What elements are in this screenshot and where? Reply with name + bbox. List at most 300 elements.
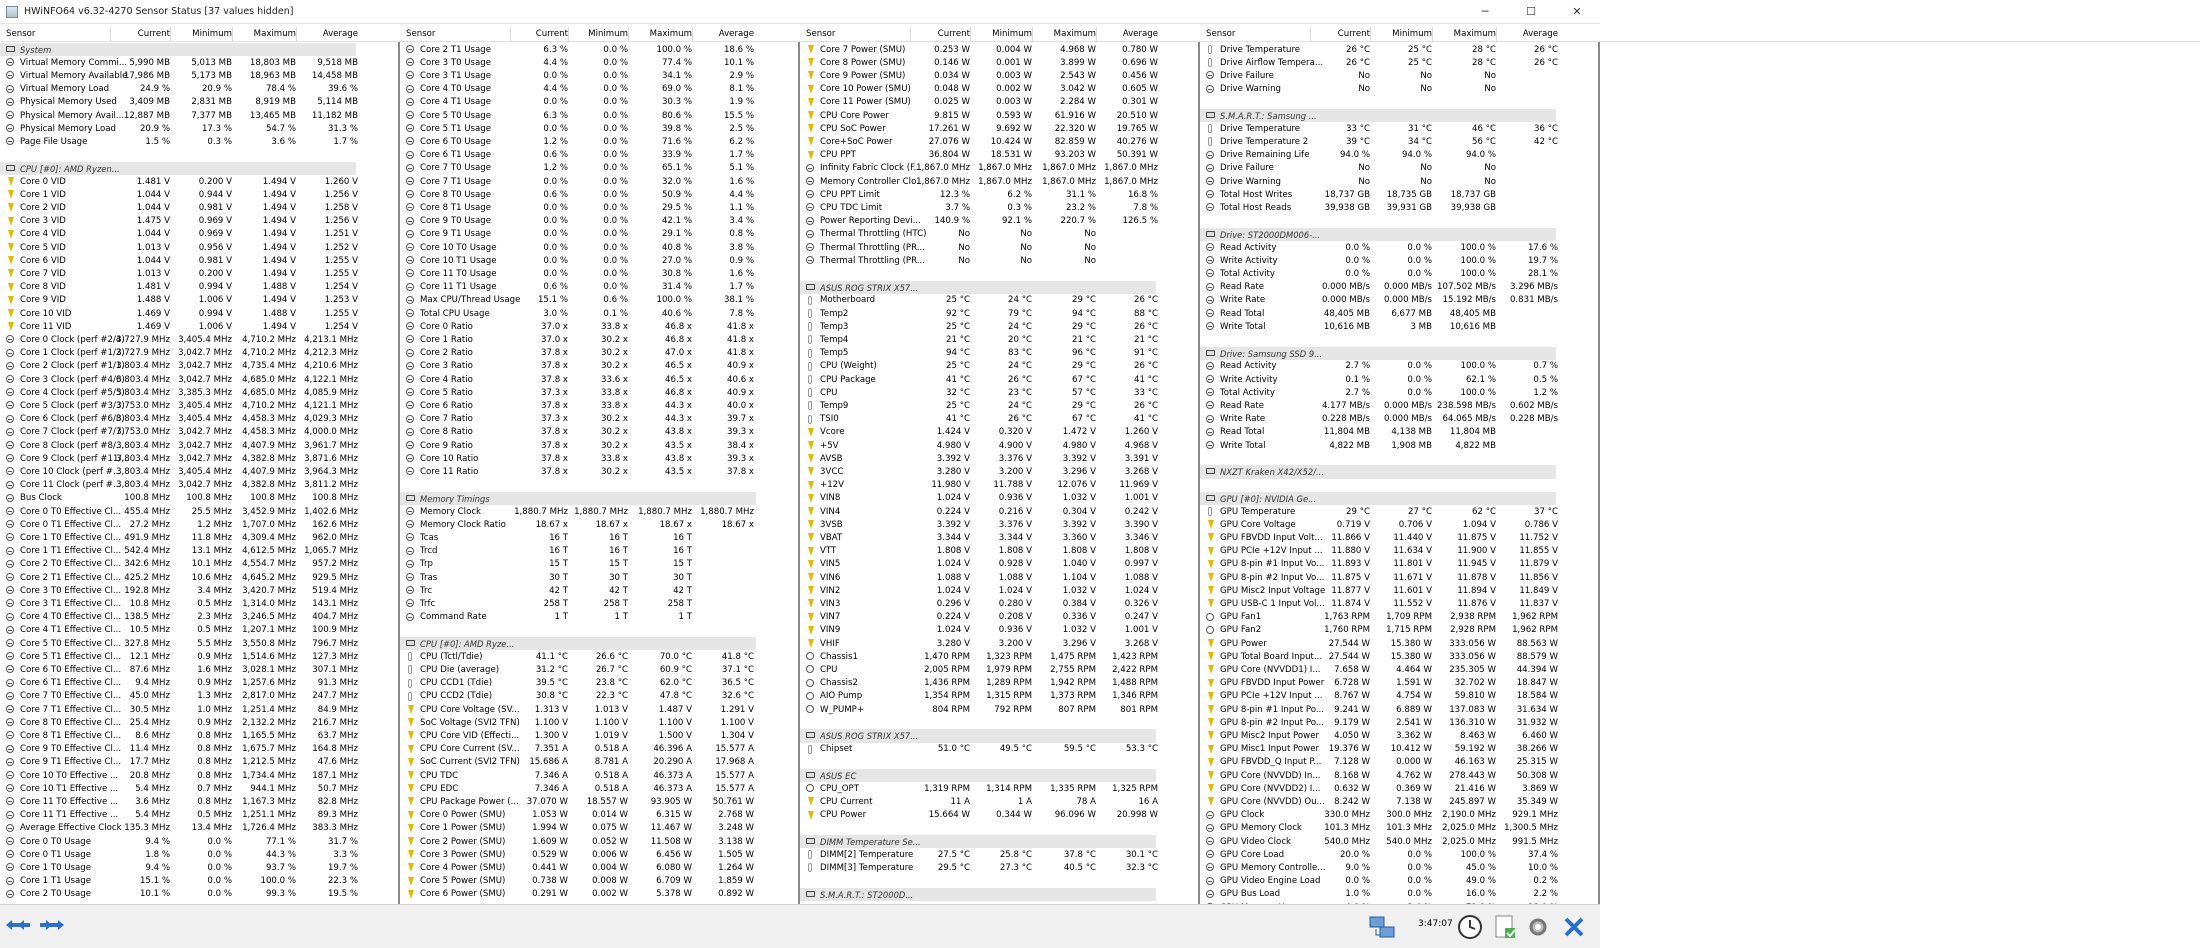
sensor-group-header[interactable] xyxy=(800,281,1156,294)
close-button[interactable]: ✕ xyxy=(1572,5,1582,18)
sensor-group-header[interactable] xyxy=(1200,492,1556,505)
sensor-row[interactable] xyxy=(1200,782,2200,795)
sensor-icon xyxy=(406,137,414,145)
average-value: 100.8 MHz xyxy=(312,493,358,504)
average-value: 40.9 x xyxy=(727,387,754,398)
sensor-row[interactable] xyxy=(1200,703,2200,716)
maximum-value: 44.3 % xyxy=(265,849,296,860)
minimize-button[interactable]: ─ xyxy=(1481,5,1489,18)
column-header-current[interactable]: Current xyxy=(937,29,970,39)
current-value: 7.346 A xyxy=(534,770,568,781)
minimum-value: 0.0 % xyxy=(603,255,628,266)
minimum-value: 3.376 V xyxy=(998,519,1032,530)
network-icon[interactable] xyxy=(1368,913,1396,941)
sensor-group-header[interactable] xyxy=(1200,347,1556,360)
sensor-panel-4[interactable] xyxy=(1200,26,1600,904)
voltage-icon xyxy=(808,441,814,450)
sensor-row[interactable] xyxy=(1200,663,2200,676)
column-header-maximum[interactable]: Maximum xyxy=(253,29,296,39)
hardware-icon xyxy=(1206,495,1215,501)
sensor-name: SoC Current (SVI2 TFN) xyxy=(420,757,520,768)
average-value: 40.9 x xyxy=(727,361,754,372)
group-name: ASUS ROG STRIX X57... xyxy=(820,731,919,742)
column-header-sensor[interactable]: Sensor xyxy=(6,29,36,39)
column-header-maximum[interactable]: Maximum xyxy=(1453,29,1496,39)
sensor-name: GPU Fan1 xyxy=(1220,612,1262,623)
column-header-maximum[interactable]: Maximum xyxy=(1053,29,1096,39)
minimum-value: 0.0 % xyxy=(603,163,628,174)
average-value: 2,422 RPM xyxy=(1112,664,1158,675)
sensor-row[interactable] xyxy=(1200,426,2200,439)
maximum-value: 11.945 V xyxy=(1457,559,1496,570)
sensor-icon xyxy=(6,599,14,607)
maximum-value: 1.808 V xyxy=(1062,546,1096,557)
sensor-row[interactable] xyxy=(1200,875,2200,888)
sensor-row[interactable] xyxy=(1200,795,2200,808)
sensor-icon xyxy=(6,335,14,343)
maximum-value: 60.9 °C xyxy=(659,664,692,675)
current-value: 3.280 V xyxy=(936,638,970,649)
current-value: 0.719 V xyxy=(1336,519,1370,530)
current-value: 10,616 MB xyxy=(1323,321,1370,332)
maximum-value: 29 °C xyxy=(1072,361,1096,372)
sensor-name: Core 6 Ratio xyxy=(420,400,473,411)
sensor-name: Write Activity xyxy=(1220,255,1278,266)
sensor-icon xyxy=(6,679,14,687)
maximum-value: 56 °C xyxy=(1472,136,1496,147)
average-value: 31.3 % xyxy=(327,123,358,134)
maximum-value: 67 °C xyxy=(1072,414,1096,425)
sensor-row[interactable] xyxy=(1200,413,2200,426)
clock-icon[interactable] xyxy=(1456,913,1484,941)
average-value: 11.856 V xyxy=(1519,572,1558,583)
sensor-row[interactable] xyxy=(1200,531,2200,544)
column-header[interactable] xyxy=(1200,26,2200,42)
average-value: 37.4 % xyxy=(1527,849,1558,860)
average-value: 63.7 MHz xyxy=(317,730,358,741)
average-value: 50.7 MHz xyxy=(317,783,358,794)
minimum-value: 1.013 V xyxy=(594,704,628,715)
column-header-maximum[interactable]: Maximum xyxy=(649,29,692,39)
sensor-name: CPU PPT xyxy=(820,150,856,161)
column-header-current[interactable]: Current xyxy=(535,29,568,39)
sensor-name: Core 6 T0 Effective Cl... xyxy=(20,664,122,675)
voltage-icon xyxy=(808,547,814,556)
sensor-group-header[interactable] xyxy=(800,835,1156,848)
sensor-name: Temp4 xyxy=(820,334,849,345)
average-value xyxy=(1498,71,1558,82)
sensor-row[interactable] xyxy=(1200,399,2200,412)
sensor-icon xyxy=(6,401,14,409)
current-value: 26 °C xyxy=(1346,44,1370,55)
minimum-value: 3,042.7 MHz xyxy=(178,361,232,372)
sensor-name: AIO Pump xyxy=(820,691,863,702)
sensor-row[interactable] xyxy=(1200,201,2200,214)
current-value: 30.8 °C xyxy=(535,691,568,702)
average-value: 1.808 V xyxy=(1124,546,1158,557)
maximize-button[interactable]: ☐ xyxy=(1526,5,1536,18)
maximum-value: 1.494 V xyxy=(262,268,296,279)
average-value: 1.7 % xyxy=(729,150,754,161)
sensor-row[interactable] xyxy=(1200,756,2200,769)
maximum-value: 43.5 x xyxy=(665,466,692,477)
column-header-current[interactable]: Current xyxy=(1337,29,1370,39)
sensor-row[interactable] xyxy=(1200,848,2200,861)
voltage-icon xyxy=(8,190,14,199)
sensor-row[interactable] xyxy=(1200,677,2200,690)
maximum-value: 27.0 % xyxy=(661,255,692,266)
status-icon xyxy=(1206,85,1214,93)
average-value: 1.291 V xyxy=(720,704,754,715)
sensor-group-header[interactable] xyxy=(400,492,756,505)
sensor-row[interactable] xyxy=(1200,43,2200,56)
minimum-value: 0.004 W xyxy=(996,44,1032,55)
maximum-value: No xyxy=(1484,70,1496,81)
maximum-value: 3.392 V xyxy=(1062,519,1096,530)
sensor-row[interactable] xyxy=(1200,769,2200,782)
current-value: 0.224 V xyxy=(936,612,970,623)
sensor-name: VIN3 xyxy=(820,598,841,609)
sensor-icon xyxy=(1206,375,1214,383)
sensor-row[interactable] xyxy=(1200,505,2200,518)
maximum-value: 4.968 W xyxy=(1060,44,1096,55)
average-value: 383.3 MHz xyxy=(312,823,358,834)
minimum-value: No xyxy=(1420,70,1432,81)
average-value: 3.138 W xyxy=(718,836,754,847)
sensor-row[interactable] xyxy=(1200,611,2200,624)
sensor-icon xyxy=(1206,256,1214,264)
sensor-row[interactable] xyxy=(1200,386,2200,399)
sensor-row[interactable] xyxy=(1200,122,2200,135)
sensor-row[interactable] xyxy=(1200,439,2200,452)
sensor-row[interactable] xyxy=(1200,83,2200,96)
sensor-name: Core 8 Power (SMU) xyxy=(820,57,906,68)
sensor-row[interactable] xyxy=(1200,135,2200,148)
sensor-row[interactable] xyxy=(1200,56,2200,69)
sensor-name: Bus Clock xyxy=(20,493,62,504)
sensor-group-header[interactable] xyxy=(1200,109,1556,122)
sensor-icon xyxy=(406,230,414,238)
average-value: 1.088 V xyxy=(1124,572,1158,583)
current-value: 330.0 MHz xyxy=(1324,810,1370,821)
current-value: 39.5 °C xyxy=(535,678,568,689)
average-value: 519.4 MHz xyxy=(312,585,358,596)
sensor-row[interactable] xyxy=(1200,650,2200,663)
sensor-name: Core 9 T1 Effective Cl... xyxy=(20,757,122,768)
sensor-icon xyxy=(406,428,414,436)
column-header-sensor[interactable]: Sensor xyxy=(1206,29,1236,39)
sensor-icon xyxy=(406,151,414,159)
average-value: 36.5 °C xyxy=(721,678,754,689)
sensor-name: Core 5 T0 Usage xyxy=(420,110,492,121)
sensor-name: GPU Core (NVVDD) In... xyxy=(1220,770,1321,781)
average-value xyxy=(1498,441,1558,452)
sensor-row[interactable] xyxy=(1200,571,2200,584)
sensor-name: Trfc xyxy=(420,598,436,609)
current-value: 37.8 x xyxy=(541,427,568,438)
sensor-row[interactable] xyxy=(1200,307,2200,320)
maximum-value: 78.4 % xyxy=(265,84,296,95)
maximum-value: 107.502 MB/s xyxy=(1437,282,1496,293)
sensor-group-header[interactable] xyxy=(0,43,356,56)
maximum-value: 15 T xyxy=(673,559,692,570)
sensor-group-header[interactable] xyxy=(800,769,1156,782)
sensor-icon xyxy=(6,784,14,792)
voltage-icon xyxy=(408,745,414,754)
maximum-value: 4,685.0 MHz xyxy=(242,387,296,398)
sensor-group-header[interactable] xyxy=(800,888,1156,901)
sensor-name: CPU xyxy=(820,387,838,398)
current-value: 1.044 V xyxy=(136,255,170,266)
column-header-minimum[interactable]: Minimum xyxy=(588,29,628,39)
sensor-icon xyxy=(406,454,414,462)
voltage-icon xyxy=(8,309,14,318)
sensor-panel-2[interactable] xyxy=(400,26,800,904)
minimum-value: 3 MB xyxy=(1410,321,1432,332)
current-value: 0.441 W xyxy=(532,862,568,873)
current-value: 0.048 W xyxy=(934,84,970,95)
maximum-value: 45.0 % xyxy=(1465,862,1496,873)
sensor-row[interactable] xyxy=(1200,558,2200,571)
sensor-row[interactable] xyxy=(1200,822,2200,835)
average-value: 16 A xyxy=(1138,796,1158,807)
sensor-row[interactable] xyxy=(1200,584,2200,597)
column-header-sensor[interactable]: Sensor xyxy=(406,29,436,39)
minimum-value: 540.0 MHz xyxy=(1386,836,1432,847)
arrow-right-pair-icon[interactable] xyxy=(38,917,64,933)
average-value: 26 °C xyxy=(1534,44,1558,55)
sensor-row[interactable] xyxy=(1200,254,2200,267)
sensor-name: Core 1 T1 Usage xyxy=(20,876,92,887)
minimum-value: 0.0 % xyxy=(603,136,628,147)
average-value: 42 °C xyxy=(1534,136,1558,147)
average-value: 19.5 % xyxy=(327,889,358,900)
average-value: 2.5 % xyxy=(729,123,754,134)
sensor-icon xyxy=(6,388,14,396)
minimum-value: 25.8 °C xyxy=(999,849,1032,860)
current-value: 3,803.4 MHz xyxy=(116,480,170,491)
sensor-row[interactable] xyxy=(1200,373,2200,386)
sensor-row[interactable] xyxy=(1200,518,2200,531)
settings-icon[interactable] xyxy=(1524,913,1552,941)
sensor-group-header[interactable] xyxy=(1200,228,1556,241)
average-value: 1,325 RPM xyxy=(1112,783,1158,794)
sensor-row[interactable] xyxy=(1200,175,2200,188)
maximum-value: 48,405 MB xyxy=(1449,308,1496,319)
hardware-icon xyxy=(1206,468,1215,474)
average-value: 0.7 % xyxy=(1533,361,1558,372)
sensor-row[interactable] xyxy=(1200,294,2200,307)
sensor-row[interactable] xyxy=(1200,241,2200,254)
average-value: 91 °C xyxy=(1134,348,1158,359)
sensor-name: Core 8 T1 Effective Cl... xyxy=(20,730,122,741)
voltage-icon xyxy=(8,322,14,331)
sensor-row[interactable] xyxy=(1200,835,2200,848)
column-header-minimum[interactable]: Minimum xyxy=(992,29,1032,39)
sensor-name: DIMM[3] Temperature xyxy=(820,862,914,873)
sensor-row[interactable] xyxy=(1200,281,2200,294)
voltage-icon xyxy=(408,850,414,859)
sensor-row[interactable] xyxy=(1200,360,2200,373)
average-value: 0.242 V xyxy=(1124,506,1158,517)
sensor-name: VIN2 xyxy=(820,585,841,596)
sensor-name: Core 5 Ratio xyxy=(420,387,473,398)
column-header-average[interactable]: Average xyxy=(322,29,358,39)
average-value: 404.7 MHz xyxy=(312,612,358,623)
sensor-icon xyxy=(6,349,14,357)
sensor-icon xyxy=(1206,863,1214,871)
column-header-average[interactable]: Average xyxy=(718,29,754,39)
average-value: 88.563 W xyxy=(1516,638,1558,649)
average-value: 18.6 % xyxy=(723,44,754,55)
sensor-row[interactable] xyxy=(1200,69,2200,82)
column-header-sensor[interactable]: Sensor xyxy=(806,29,836,39)
sensor-group-header[interactable] xyxy=(800,729,1156,742)
column-header-minimum[interactable]: Minimum xyxy=(192,29,232,39)
current-value: 3,803.4 MHz xyxy=(116,453,170,464)
minimum-value: 24 °C xyxy=(1008,295,1032,306)
minimum-value: 0.994 V xyxy=(198,308,232,319)
group-name: System xyxy=(20,45,52,55)
sensor-name: Core 4 T1 Usage xyxy=(420,97,492,108)
average-value xyxy=(694,599,754,610)
sensor-icon xyxy=(1206,309,1214,317)
maximum-value: 1.488 V xyxy=(262,282,296,293)
maximum-value: 33.9 % xyxy=(661,150,692,161)
minimum-value: 2,831 MB xyxy=(191,97,232,108)
column-header-average[interactable]: Average xyxy=(1522,29,1558,39)
sensor-row[interactable] xyxy=(1200,597,2200,610)
maximum-value: No xyxy=(1084,255,1096,266)
minimum-value: 3.376 V xyxy=(998,453,1032,464)
current-value: 11.880 V xyxy=(1331,546,1370,557)
average-value: 1,346 RPM xyxy=(1112,691,1158,702)
maximum-value: 0.384 V xyxy=(1062,598,1096,609)
sensor-row[interactable] xyxy=(1200,888,2200,901)
average-value xyxy=(694,533,754,544)
minimum-value: 4.464 W xyxy=(1396,664,1432,675)
voltage-icon xyxy=(1208,771,1214,780)
maximum-value: 39,938 GB xyxy=(1450,202,1496,213)
voltage-icon xyxy=(1208,745,1214,754)
sensor-icon xyxy=(1206,401,1214,409)
average-value: 1.2 % xyxy=(1533,387,1558,398)
voltage-icon xyxy=(1208,705,1214,714)
thermometer-icon xyxy=(408,652,412,661)
minimum-value: 10.424 W xyxy=(990,136,1032,147)
average-value: 36 °C xyxy=(1534,123,1558,134)
column-header-average[interactable]: Average xyxy=(1122,29,1158,39)
maximum-value: 1.472 V xyxy=(1062,427,1096,438)
sensor-row[interactable] xyxy=(1200,716,2200,729)
maximum-value: 3.6 % xyxy=(271,136,296,147)
minimum-value: 1,867.0 MHz xyxy=(978,176,1032,187)
average-value: 11,182 MB xyxy=(311,110,358,121)
spacer-row xyxy=(1200,215,2200,228)
sensor-row[interactable] xyxy=(1200,188,2200,201)
sensor-group-header[interactable] xyxy=(1200,465,1556,478)
sensor-group-header[interactable] xyxy=(400,637,756,650)
maximum-value: 333.056 W xyxy=(1449,638,1496,649)
sensor-row[interactable] xyxy=(1200,861,2200,874)
current-value: 9.815 W xyxy=(934,110,970,121)
minimum-value: 0.936 V xyxy=(998,625,1032,636)
voltage-icon xyxy=(8,243,14,252)
column-header-minimum[interactable]: Minimum xyxy=(1392,29,1432,39)
sensor-row[interactable] xyxy=(1200,162,2200,175)
minimum-value: 31 °C xyxy=(1408,123,1432,134)
minimum-value: 92.1 % xyxy=(1001,216,1032,227)
current-value: 258 T xyxy=(543,598,568,609)
maximum-value: 11.878 V xyxy=(1457,572,1496,583)
sensor-row[interactable] xyxy=(1200,809,2200,822)
maximum-value: 6.709 W xyxy=(656,876,692,887)
sensor-row[interactable] xyxy=(1200,149,2200,162)
report-icon[interactable] xyxy=(1490,913,1518,941)
minimum-value: 16 T xyxy=(609,546,628,557)
average-value: 26 °C xyxy=(1134,400,1158,411)
average-value: 162.6 MHz xyxy=(312,519,358,530)
sensor-name: GPU Misc2 Input Voltage xyxy=(1220,585,1326,596)
sensor-icon xyxy=(406,85,414,93)
sensor-row[interactable] xyxy=(1200,690,2200,703)
column-header-current[interactable]: Current xyxy=(137,29,170,39)
maximum-value: 1,880.7 MHz xyxy=(638,506,692,517)
average-value xyxy=(694,559,754,570)
close-x-icon[interactable] xyxy=(1560,913,1588,941)
average-value: 1.6 % xyxy=(729,176,754,187)
sensor-name: GPU Misc2 Input Power xyxy=(1220,730,1320,741)
minimum-value: 3.200 V xyxy=(998,466,1032,477)
sensor-row[interactable] xyxy=(1200,637,2200,650)
sensor-row[interactable] xyxy=(1200,729,2200,742)
average-value: 20.998 W xyxy=(1116,810,1158,821)
thermometer-icon xyxy=(808,362,812,371)
sensor-row[interactable] xyxy=(1200,743,2200,756)
sensor-row[interactable] xyxy=(1200,545,2200,558)
maximum-value: 22.320 W xyxy=(1054,123,1096,134)
minimum-value: 4.900 V xyxy=(998,440,1032,451)
average-value: 18.847 W xyxy=(1516,678,1558,689)
average-value: 1,962 RPM xyxy=(1512,625,1558,636)
sensor-panel-1[interactable] xyxy=(0,26,400,904)
maximum-value: 1.494 V xyxy=(262,216,296,227)
sensor-row[interactable] xyxy=(1200,267,2200,280)
arrow-left-pair-icon[interactable] xyxy=(6,917,32,933)
maximum-value: 18.67 x xyxy=(659,519,692,530)
maximum-value: 62 °C xyxy=(1472,506,1496,517)
minimum-value: 42 T xyxy=(609,585,628,596)
sensor-panel-3[interactable] xyxy=(800,26,1200,904)
sensor-row[interactable] xyxy=(1200,320,2200,333)
current-value: 3.392 V xyxy=(936,519,970,530)
current-value: 101.3 MHz xyxy=(1324,823,1370,834)
average-value xyxy=(1098,229,1158,240)
sensor-name: Core 11 T0 Effective ... xyxy=(20,796,119,807)
average-value: 0.605 W xyxy=(1122,84,1158,95)
minimum-value: 27 °C xyxy=(1408,506,1432,517)
current-value: 3.6 MHz xyxy=(135,796,170,807)
sensor-group-header[interactable] xyxy=(0,162,356,175)
sensor-name: Infinity Fabric Clock (F... xyxy=(820,163,922,174)
average-value xyxy=(1098,256,1158,267)
voltage-icon xyxy=(808,613,814,622)
sensor-name: Core 6 T0 Usage xyxy=(420,136,492,147)
sensor-row[interactable] xyxy=(1200,624,2200,637)
average-value: 1.264 W xyxy=(718,862,754,873)
minimum-value: 0.208 V xyxy=(998,612,1032,623)
minimum-value: 1.591 W xyxy=(1396,678,1432,689)
